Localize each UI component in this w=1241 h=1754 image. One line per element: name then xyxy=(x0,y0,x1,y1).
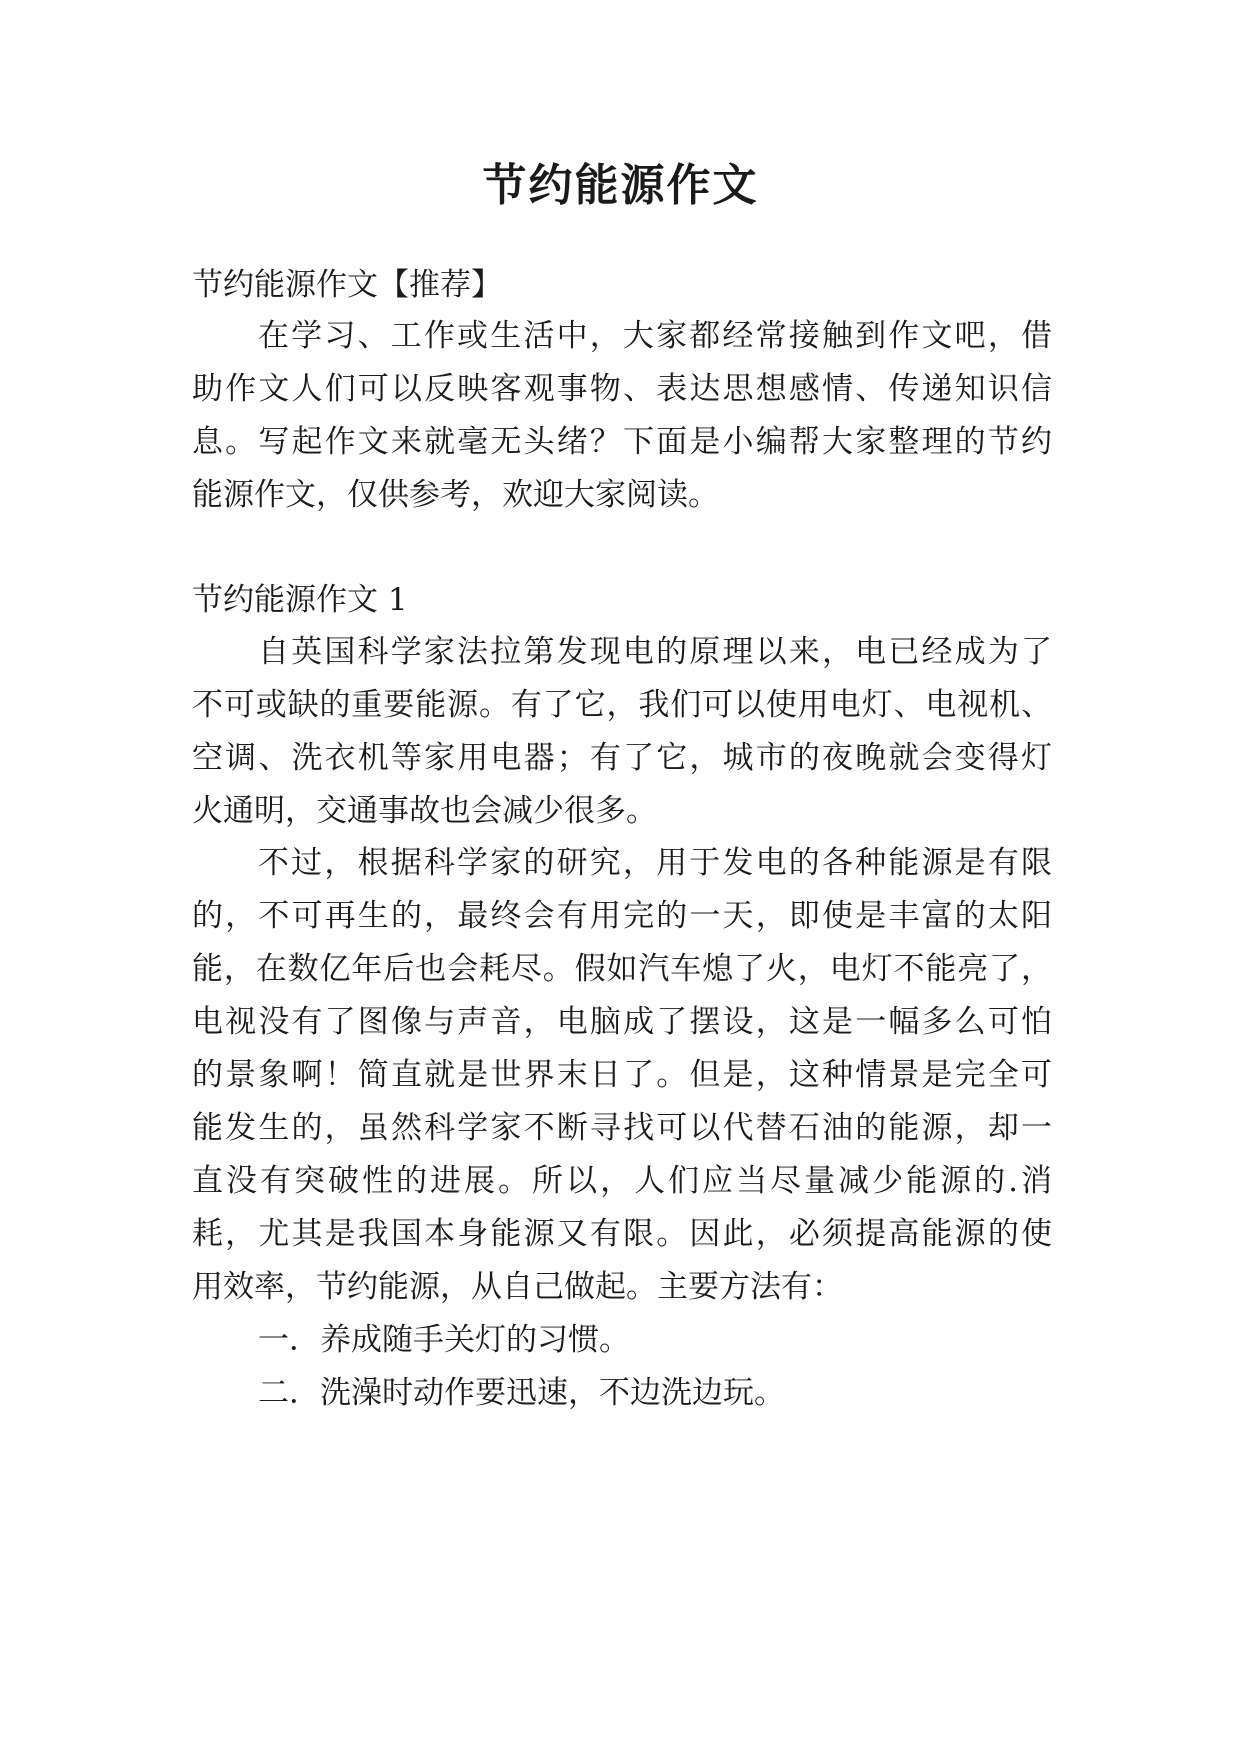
section-heading: 节约能源作文 1 xyxy=(192,582,408,618)
para1-line-1: 自英国科学家法拉第发现电的原理以来，电已经成为了 xyxy=(258,634,1052,670)
para1-line-2: 不可或缺的重要能源。有了它，我们可以使用电灯、电视机、 xyxy=(192,687,1052,723)
intro-line-1: 在学习、工作或生活中，大家都经常接触到作文吧，借 xyxy=(258,318,1052,354)
para2-line-2: 的，不可再生的，最终会有用完的一天，即使是丰富的太阳 xyxy=(192,898,1052,934)
para1-line-3: 空调、洗衣机等家用电器；有了它，城市的夜晚就会变得灯 xyxy=(192,740,1052,776)
intro-line-3: 息。写起作文来就毫无头绪？下面是小编帮大家整理的节约 xyxy=(192,424,1052,460)
para1-line-4: 火通明，交通事故也会减少很多。 xyxy=(192,793,657,829)
intro-line-2: 助作文人们可以反映客观事物、表达思想感情、传递知识信 xyxy=(192,371,1052,407)
para2-line-5: 的景象啊！简直就是世界末日了。但是，这种情景是完全可 xyxy=(192,1057,1052,1093)
para2-line-1: 不过，根据科学家的研究，用于发电的各种能源是有限 xyxy=(258,845,1052,881)
para2-line-9: 用效率，节约能源，从自己做起。主要方法有： xyxy=(192,1269,843,1305)
para2-line-4: 电视没有了图像与声音，电脑成了摆设，这是一幅多么可怕 xyxy=(192,1004,1052,1040)
para2-line-6: 能发生的，虽然科学家不断寻找可以代替石油的能源，却一 xyxy=(192,1110,1052,1146)
para2-line-8: 耗，尤其是我国本身能源又有限。因此，必须提高能源的使 xyxy=(192,1216,1052,1252)
document-subtitle: 节约能源作文【推荐】 xyxy=(192,267,502,303)
document-title: 节约能源作文 xyxy=(482,160,759,211)
para2-line-3: 能，在数亿年后也会耗尽。假如汽车熄了火，电灯不能亮了， xyxy=(192,951,1052,987)
list-item-2: 二．洗澡时动作要迅速，不边洗边玩。 xyxy=(258,1375,785,1411)
list-item-1: 一．养成随手关灯的习惯。 xyxy=(258,1322,630,1358)
para2-line-7: 直没有突破性的进展。所以，人们应当尽量减少能源的.消 xyxy=(192,1163,1052,1199)
intro-line-4: 能源作文，仅供参考，欢迎大家阅读。 xyxy=(192,477,719,513)
